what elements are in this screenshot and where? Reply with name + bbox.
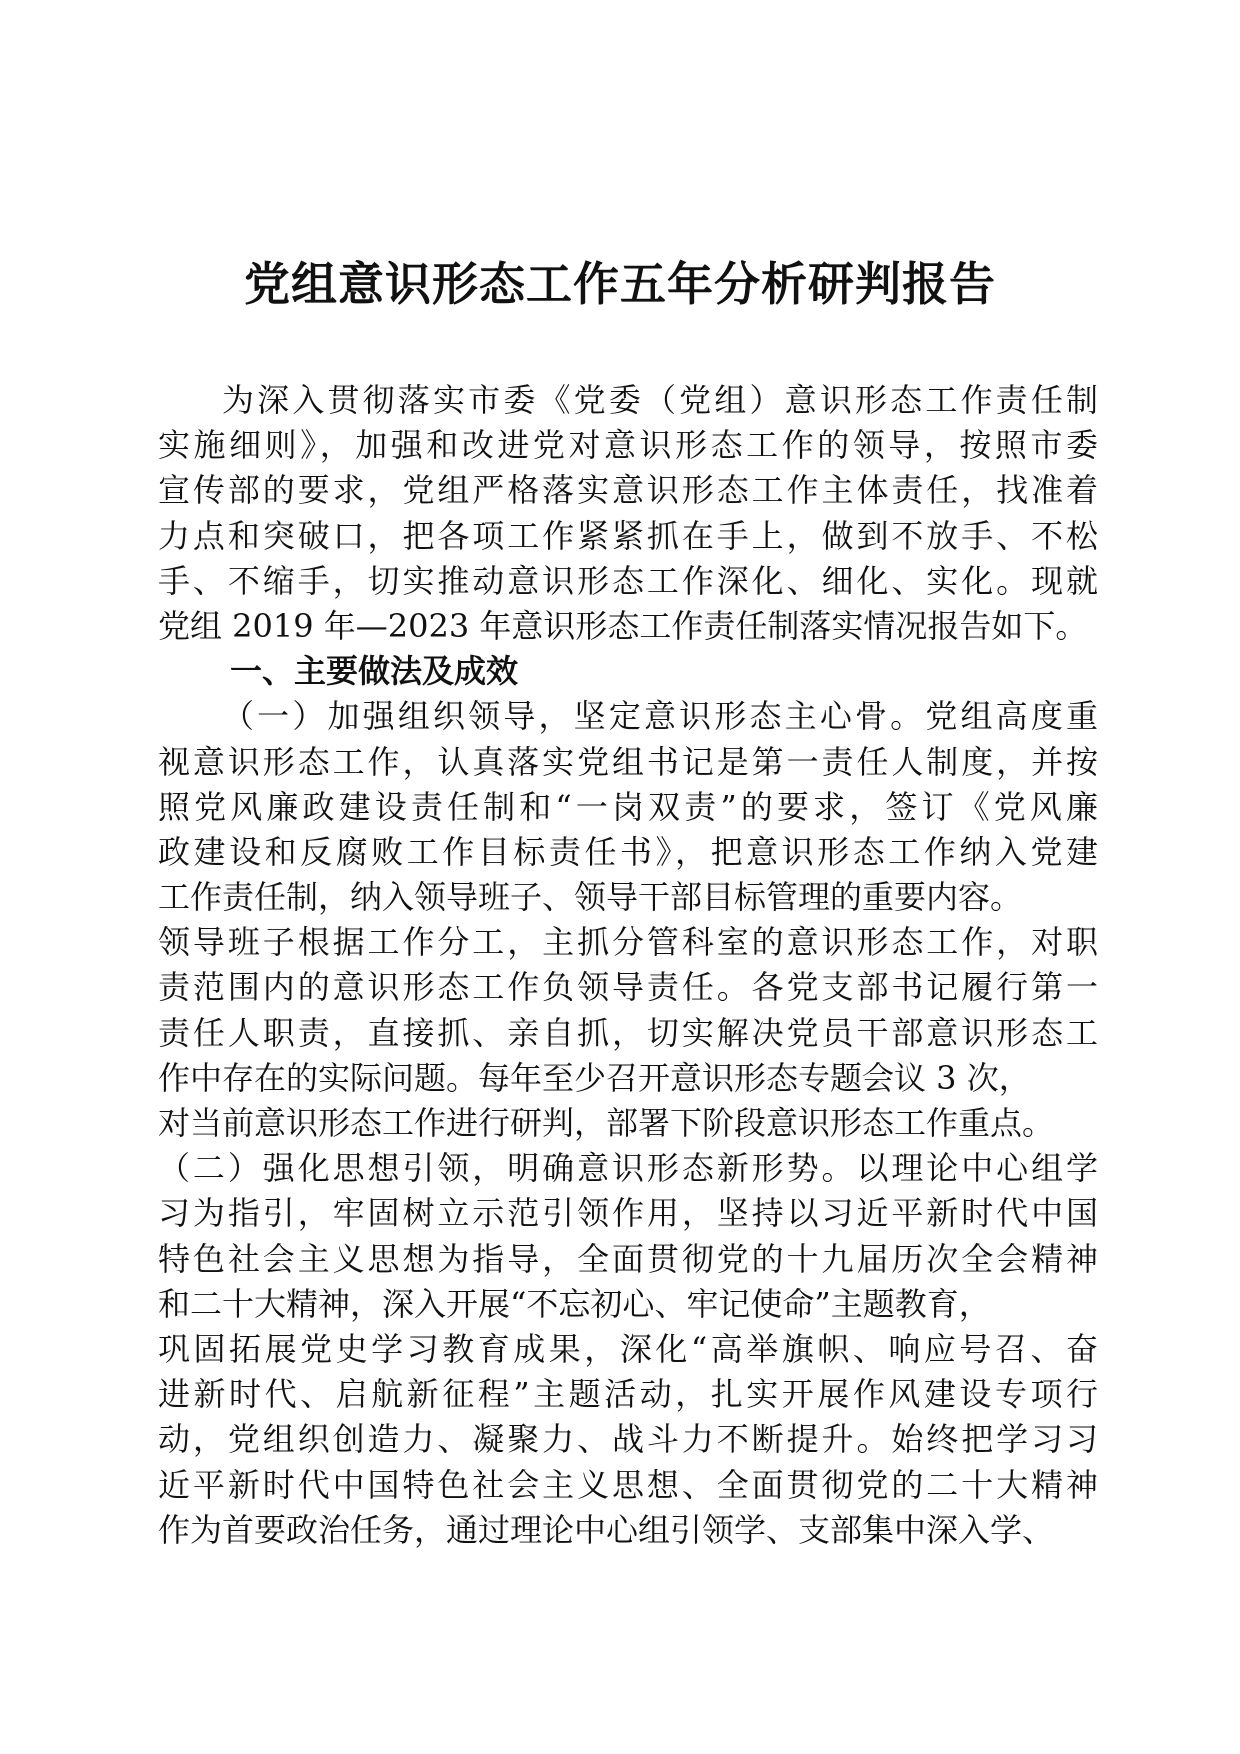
paragraph-line: 责任人职责，直接抓、亲自抓，切实解决党员干部意识形态工 [158, 1013, 1098, 1052]
paragraph-line: 作为首要政治任务，通过理论中心组引领学、支部集中深入学、 [158, 1510, 1055, 1549]
paragraph-line: 视意识形态工作，认真落实党组书记是第一责任人制度，并按 [158, 742, 1098, 781]
paragraph-line: 巩固拓展党史学习教育成果，深化“高举旗帜、响应号召、奋 [158, 1329, 1098, 1368]
paragraph-line: 党组 2019 年—2023 年意识形态工作责任制落实情况报告如下。 [158, 606, 1088, 645]
paragraph-line: 实施细则》，加强和改进党对意识形态工作的领导，按照市委 [158, 426, 1098, 465]
document-body [158, 378, 1098, 1553]
paragraph-line: 和二十大精神，深入开展“不忘初心、牢记使命”主题教育， [158, 1284, 991, 1323]
section-heading: 一、主要做法及成效 [230, 652, 519, 691]
paragraph-line: 领导班子根据工作分工，主抓分管科室的意识形态工作，对职 [158, 923, 1098, 962]
paragraph-line: 习为指引，牢固树立示范引领作用，坚持以习近平新时代中国 [158, 1194, 1098, 1233]
paragraph-line: 动，党组织创造力、凝聚力、战斗力不断提升。始终把学习习 [158, 1420, 1098, 1459]
paragraph-line: （二）强化思想引领，明确意识形态新形势。以理论中心组学 [158, 1149, 1098, 1188]
paragraph-line: 手、不缩手，切实推动意识形态工作深化、细化、实化。现就 [158, 561, 1098, 600]
paragraph-line: 为深入贯彻落实市委《党委（党组）意识形态工作责任制 [222, 381, 1098, 419]
paragraph-line: 近平新时代中国特色社会主义思想、全面贯彻党的二十大精神 [158, 1465, 1098, 1504]
paragraph-line: 宣传部的要求，党组严格落实意识形态工作主体责任，找准着 [158, 471, 1098, 510]
paragraph-line: 责范围内的意识形态工作负领导责任。各党支部书记履行第一 [158, 968, 1098, 1007]
paragraph-line: 特色社会主义思想为指导，全面贯彻党的十九届历次全会精神 [158, 1239, 1098, 1278]
paragraph-line: 政建设和反腐败工作目标责任书》，把意识形态工作纳入党建 [158, 832, 1098, 871]
paragraph-line: 工作责任制，纳入领导班子、领导干部目标管理的重要内容。 [158, 878, 1023, 917]
document-title: 党组意识形态工作五年分析研判报告 [244, 257, 996, 311]
paragraph-line: 进新时代、启航新征程”主题活动，扎实开展作风建设专项行 [158, 1375, 1098, 1414]
paragraph-line: 照党风廉政建设责任制和“一岗双责”的要求，签订《党风廉 [158, 787, 1098, 826]
paragraph-line: 对当前意识形态工作进行研判，部署下阶段意识形态工作重点。 [158, 1104, 1055, 1142]
paragraph-line: （一）加强组织领导，坚定意识形态主心骨。党组高度重 [222, 697, 1098, 736]
paragraph-line: 力点和突破口，把各项工作紧紧抓在手上，做到不放手、不松 [158, 516, 1098, 555]
paragraph-line: 作中存在的实际问题。每年至少召开意识形态专题会议 3 次， [158, 1058, 1031, 1097]
